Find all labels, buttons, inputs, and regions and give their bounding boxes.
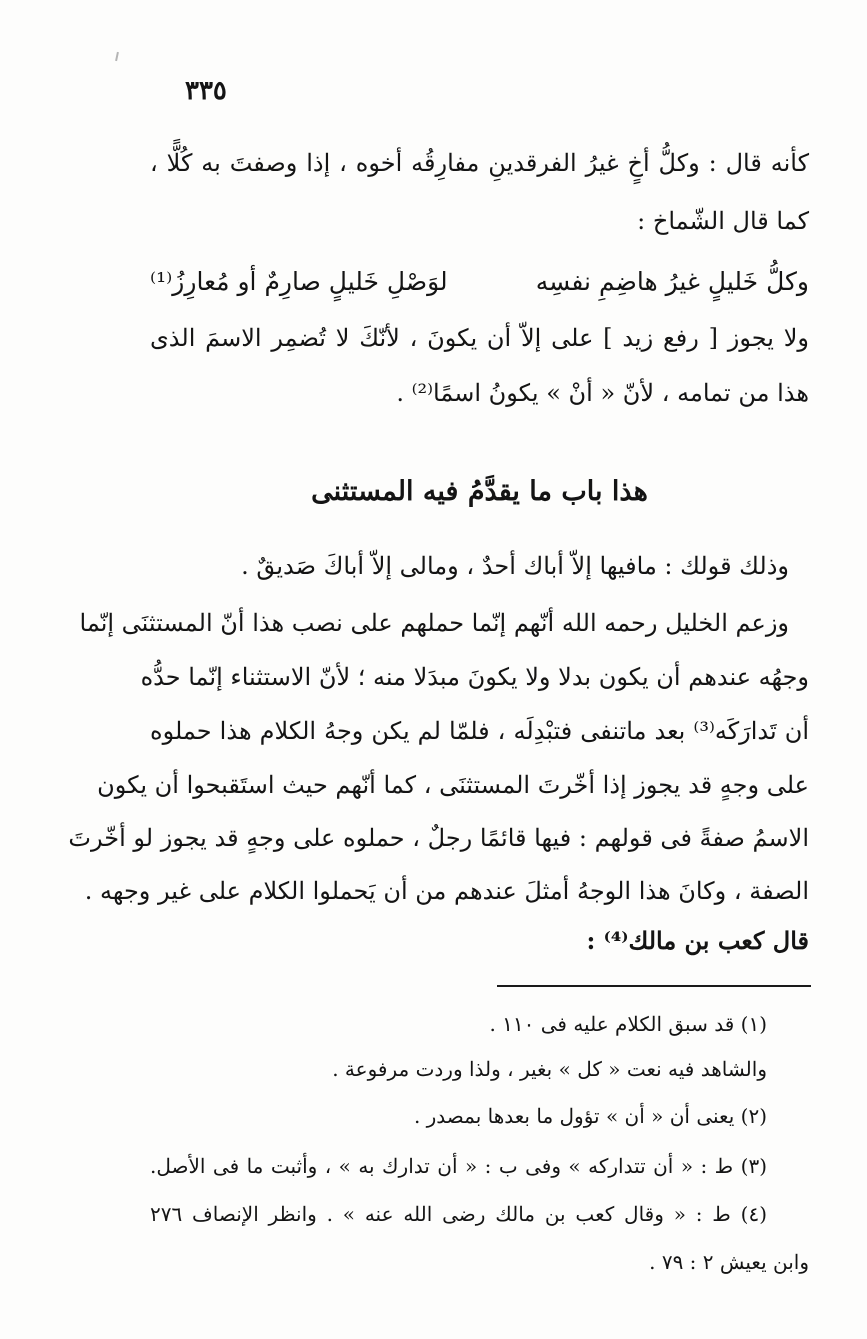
paragraph-1-line-2: هذا من تمامه ، لأنّ « أنْ » يكونُ اسمًا⁽²⁾ . — [396, 379, 809, 407]
paragraph-2-line-1: وذلك قولك : مافيها إلاّ أباك أحدٌ ، ومالى إلاّ أباكَ صَديقٌ . — [241, 552, 789, 580]
paragraph-3-line-5: الاسمُ صفةً فى قولهم : فيها قائمًا رجلٌ ، حملوه على وجهٍ قد يجوز لو أخّرتَ — [68, 824, 809, 852]
opening-line-2: كما قال الشّماخ : — [637, 207, 809, 235]
footnote-4-line-1: (٤) ط : « وقال كعب بن مالك رضى الله عنه » . وانظر الإنصاف ٢٧٦ — [150, 1202, 767, 1226]
footnote-separator — [497, 985, 811, 987]
paragraph-3-line-2: وجهُه عندهم أن يكون بدلا ولا يكونَ مبدَلا منه ؛ لأنّ الاستثناء إنّما حدُّه — [140, 663, 809, 691]
paragraph-1-line-1: ولا يجوز [ رفع زيد ] على إلاّ أن يكونَ ، لأنّكَ لا تُضمِر الاسمَ الذى — [150, 324, 809, 352]
page-number: ٣٣٥ — [185, 76, 227, 106]
margin-mark — [115, 52, 119, 61]
poetry-verse — [150, 260, 809, 304]
paragraph-3-line-4: على وجهٍ قد يجوز إذا أخّرتَ المستثنَى ، كما أنّهم حيث استَقبحوا أن يكون — [97, 771, 809, 799]
footnote-3: (٣) ط : « أن تتداركه » وفى ب : « أن تدارك به » ، وأثبت ما فى الأصل. — [150, 1154, 767, 1178]
footnote-1-line-1: (١) قد سبق الكلام عليه فى ١١٠ . — [489, 1012, 767, 1036]
paragraph-3-line-6: الصفة ، وكانَ هذا الوجهُ أمثلَ عندهم من أن يَحملوا الكلام على غير وجهه . — [84, 877, 809, 905]
verse-second-hemistich: لوَصْلِ خَليلٍ صارِمٌ أو مُعارِزُ⁽¹⁾ — [150, 267, 448, 296]
footnote-4-line-2: وابن يعيش ٢ : ٧٩ . — [649, 1250, 809, 1274]
paragraph-3-line-7: قال كعب بن مالك⁽⁴⁾ : — [586, 926, 809, 955]
paragraph-3-line-1: وزعم الخليل رحمه الله أنّهم إنّما حملهم على نصب هذا أنّ المستثنَى إنّما — [79, 609, 789, 637]
section-heading: هذا باب ما يقدَّمُ فيه المستثنى — [311, 476, 648, 507]
footnote-2: (٢) يعنى أن « أن » تؤول ما بعدها بمصدر . — [413, 1104, 767, 1128]
paragraph-3-line-3: أن تَدارَكَه⁽³⁾ بعد ماتنفى فتبْدِلَه ، فلمّا لم يكن وجهُ الكلام هذا حملوه — [150, 717, 809, 745]
opening-line-1: كأنه قال : وكلُّ أخٍ غيرُ الفرقدينِ مفارِقُه أخوه ، إذا وصفتَ به كُلًّا ، — [150, 149, 809, 177]
footnote-1-line-2: والشاهد فيه نعت « كل » بغير ، ولذا وردت مرفوعة . — [332, 1057, 767, 1081]
verse-first-hemistich: وكلُّ خَليلٍ غيرُ هاضِمِ نفسِه — [535, 267, 809, 296]
